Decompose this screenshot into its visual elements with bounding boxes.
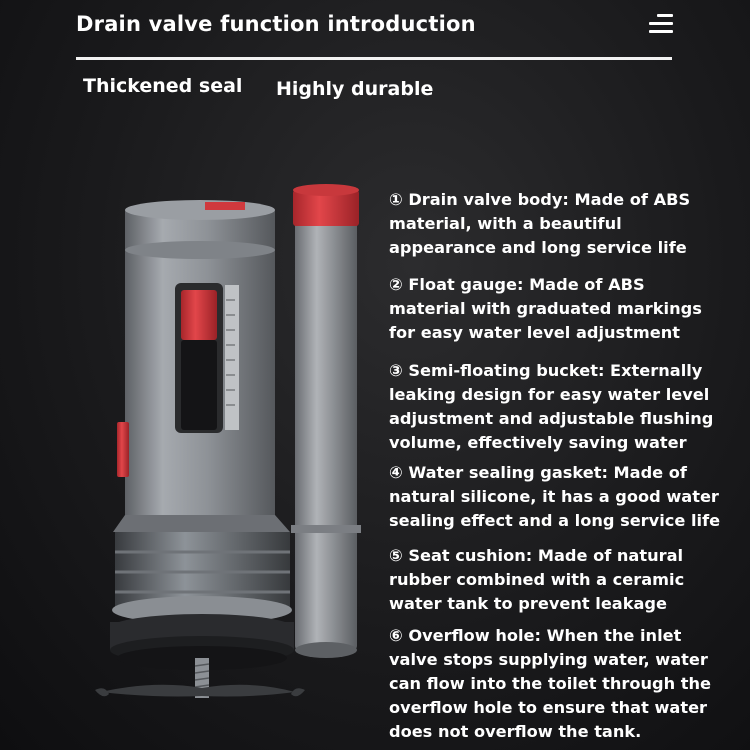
feature-drain-valve-body: ① Drain valve body: Made of ABS material, with a beautiful appearance and long service life [389,190,691,257]
tag-highly-durable: Highly durable [276,78,434,100]
page-title: Drain valve function introduction [76,12,476,36]
tag-thickened-seal: Thickened seal [83,75,243,97]
feature-seat-cushion: ⑤ Seat cushion: Made of natural rubber combined with a ceramic water tank to prevent leakage [389,546,685,613]
feature-float-gauge: ② Float gauge: Made of ABS material with graduated markings for easy water level adjustment [389,275,702,342]
feature-overflow-hole: ⑥ Overflow hole: When the inlet valve stops supplying water, water can flow into the toilet through the overflow hole to ensure that water does not overflow the tank. [389,626,712,741]
hamburger-menu-icon[interactable] [645,12,673,36]
feature-water-sealing-gasket: ④ Water sealing gasket: Made of natural silicone, it has a good water sealing effect and a long service life [389,463,721,530]
feature-semi-floating-bucket: ③ Semi-floating bucket: Externally leaking design for easy water level adjustment and adjustable flushing volume, effectively saving water [389,361,714,452]
header-divider [76,57,672,60]
drain-valve-product-image [95,180,405,715]
